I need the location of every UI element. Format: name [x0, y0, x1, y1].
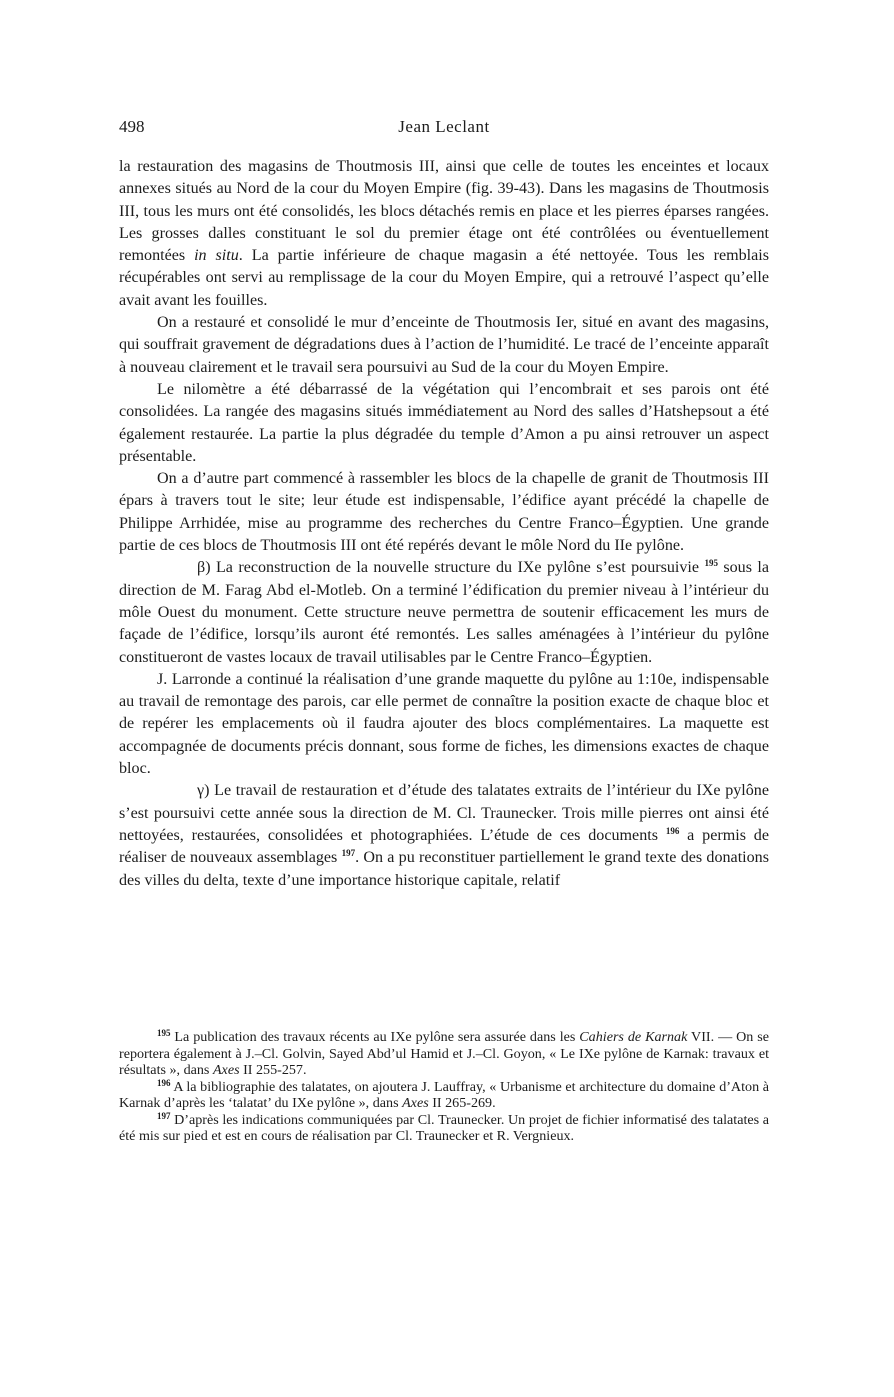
paragraph-2: On a restauré et consolidé le mur d’enceinte de Thoutmosis Ier, situé en avant des magasins, qui souffrait gravement de dégradations dues à l’action de l’humidité. Le tracé de l’enceinte apparaît à nouveau clairement et le travail sera poursuivi au Sud de la cour du Moyen Empire. [119, 314, 769, 376]
footnote-196: $^{196}$ A la bibliographie des talatates, on ajoutera J. Lauffray, « Urbanisme et architecture du domaine d’Aton à Karnak d’après les ‘talatat’ du IXe pylône », dans Axes II 265-269. [119, 1077, 769, 1111]
paragraph-4: On a d’autre part commencé à rassembler les blocs de la chapelle de granit de Thoutmosis III épars à travers tout le site; leur étude est indispensable, l’édifice ayant précédé la chapelle de Philippe Arrhidée, mise au programme des recherches du Centre Franco–Égyptien. Une grande partie de ces blocs de Thoutmosis III ont été repérés devant le môle Nord du IIe pylône. [119, 470, 769, 555]
page-number: 498 [119, 117, 145, 136]
footnotes [119, 1029, 769, 1145]
paragraph-3: Le nilomètre a été débarrassé de la végétation qui l’encombrait et ses parois ont été consolidées. La rangée des magasins situés immédiatement au Nord des salles d’Hatshepsout a été également restaurée. La partie la plus dégradée du temple d’Amon a pu ainsi retrouver un aspect présentable. [119, 380, 769, 465]
page [119, 117, 769, 1144]
paragraph-1: la restauration des magasins de Thoutmosis III, ainsi que celle de toutes les enceintes et locaux annexes situés au Nord de la cour du Moyen Empire (fig. 39-43). Dans les magasins de Thoutmosis III, tous les murs ont été consolidés, les blocs détachés remis en place et les pierres éparses rangées. Les grosses dalles constituant le sol du premier étage ont été contrôlées ou éventuellement remontées in situ. La partie inférieure de chaque magasin a été nettoyée. Tous les remblais récupérables ont servi au remplissage de la cour du Moyen Empire, qui a retrouvé l’aspect qu’elle avait avant les fouilles. [119, 158, 769, 309]
paragraph-beta: β) La reconstruction de la nouvelle structure du IXe pylône s’est poursuivie $^{195}$ sous la direction de M. Farag Abd el-Motleb. On a terminé l’édification du premier niveau à l’intérieur du môle Ouest du monument. Cette structure neuve permettra de soutenir efficacement les murs de façade de l’édifice, lorsqu’ils auront été remontés. Les salles aménagées à l’intérieur du pylône constitueront de vastes locaux de travail utilisables par le Centre Franco–Égyptien. [119, 558, 769, 666]
paragraph-6: J. Larronde a continué la réalisation d’une grande maquette du pylône au 1:10e, indispensable au travail de remontage des parois, car elle permet de connaître la position exacte de chaque bloc et de repérer les emplacements où il faudra ajouter des blocs complémentaires. La maquette est accompagnée de documents précis donnant, sous forme de fiches, les dimensions exactes de chaque bloc. [119, 670, 769, 778]
page-header [119, 117, 769, 145]
body-text [119, 156, 769, 892]
footnote-ref-196[interactable]: 196 [665, 825, 680, 836]
paragraph-gamma: γ) Le travail de restauration et d’étude des talatates extraits de l’intérieur du IXe pylône s’est poursuivi cette année sous la direction de M. Cl. Traunecker. Trois mille pierres ont ainsi été nettoyées, restaurées, consolidées et photographiées. L’étude de ces documents $^{196}$ a permis de réaliser de nouveaux assemblages $^{197}$. On a pu reconstituer partiellement le grand texte des donations des villes du delta, texte d’une importance historique capitale, relatif [119, 782, 769, 889]
running-head: Jean Leclant [398, 117, 490, 136]
footnote-ref-195[interactable]: 195 [704, 558, 718, 569]
footnote-ref-197[interactable]: 197 [341, 848, 356, 859]
footnote-195: $^{195}$ La publication des travaux récents au IXe pylône sera assurée dans les Cahiers de Karnak VII. — On se reportera également à J.–Cl. Golvin, Sayed Abd’ul Hamid et J.–Cl. Goyon, « Le IXe pylône de Karnak: travaux et résultats », dans Axes II 255-257. [119, 1028, 769, 1078]
footnote-197: $^{197}$ D’après les indications communiquées par Cl. Traunecker. Un projet de fichier informatisé des talatates a été mis sur pied et est en cours de réalisation par Cl. Traunecker et R. Vergnieux. [119, 1110, 769, 1144]
